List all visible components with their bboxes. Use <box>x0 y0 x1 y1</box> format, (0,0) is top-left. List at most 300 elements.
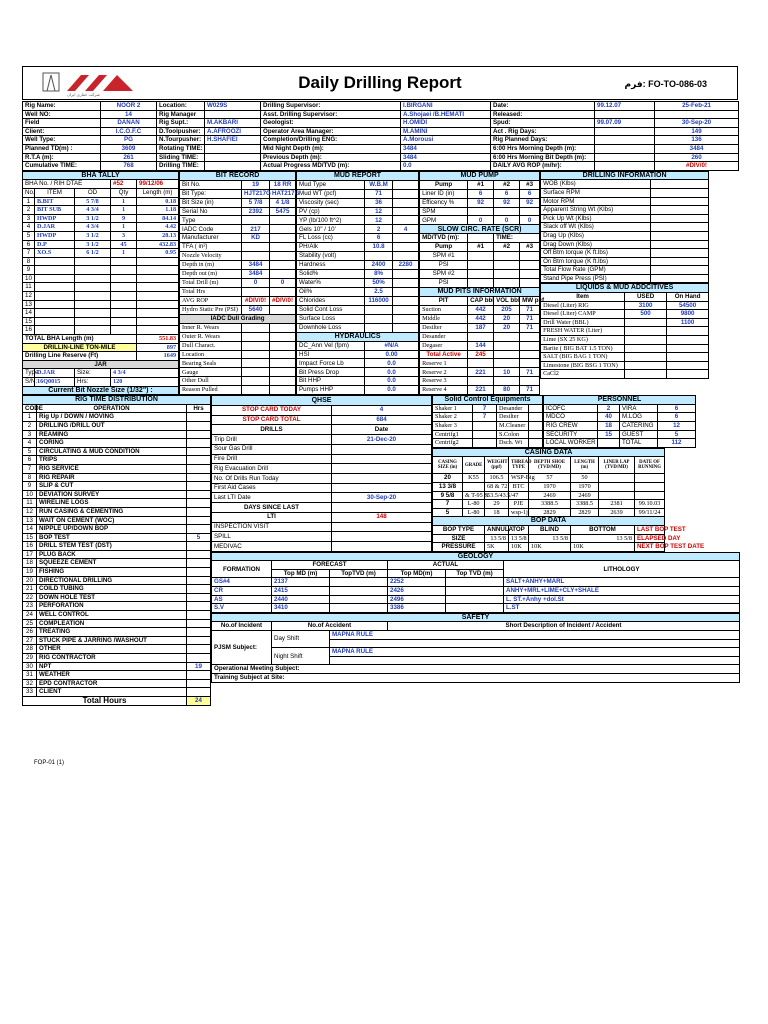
personnel-row <box>544 430 696 439</box>
cell: 13 5/8 <box>485 534 509 543</box>
info-value: W029S <box>205 102 261 111</box>
pump-row <box>420 207 540 216</box>
info-value: 14 <box>101 110 157 119</box>
cell: 0 <box>270 279 296 288</box>
rig-time-row <box>23 533 211 542</box>
qhse-row <box>212 483 432 493</box>
cell: 897 <box>137 343 179 352</box>
bit-row <box>180 207 296 216</box>
cell <box>75 283 111 292</box>
cell: SPM #1 <box>420 252 468 261</box>
liquid-row <box>541 361 709 370</box>
cell: ICOFC <box>544 404 598 413</box>
table-row <box>420 243 540 252</box>
cell: TOTAL BHA Length (m) <box>23 335 137 344</box>
cell: TIME: <box>494 234 540 243</box>
cell <box>187 585 211 594</box>
cell <box>187 430 211 439</box>
cell <box>365 314 393 323</box>
section-header: MUD PITS INFORMATION <box>420 287 540 296</box>
table-row <box>297 171 419 180</box>
rig-time-row <box>23 430 211 439</box>
cell: PLUG BACK <box>37 550 187 559</box>
cell: XO.S <box>35 249 75 258</box>
cell: DRILLING /DRILL OUT <box>37 421 187 430</box>
qhse-row <box>212 415 432 425</box>
info-value <box>595 136 655 145</box>
cell <box>75 274 111 283</box>
table-row <box>297 332 419 341</box>
drill-row <box>541 188 709 197</box>
cell: 6 <box>520 189 540 198</box>
personnel-table <box>543 395 696 448</box>
cell: 217 <box>242 225 270 234</box>
cell: 2829 <box>571 508 599 517</box>
cell: HJT217G <box>242 189 270 198</box>
info-value: 30-Sep-20 <box>655 119 739 128</box>
cell <box>187 602 211 611</box>
cell <box>468 207 494 216</box>
cell <box>187 619 211 628</box>
info-label: 6:00 Hrs Morning Depth (m): <box>491 144 595 153</box>
cell: 36 <box>365 198 393 207</box>
cell: 2426 <box>388 587 446 596</box>
cell <box>332 454 432 464</box>
cell <box>330 604 388 613</box>
cell: #N/A <box>365 341 419 350</box>
cell: 2829 <box>529 508 571 517</box>
cell: SQUEEZE CEMENT <box>37 559 187 568</box>
qhse-row <box>212 464 432 474</box>
cell: On Hand <box>667 293 709 302</box>
cell: 9 5/8 <box>433 491 463 500</box>
section-header: BOP DATA <box>433 517 665 526</box>
cell: FRESH WATER (Liter) <box>541 327 625 336</box>
cell: On Btm torque (K ft.lbs) <box>541 257 651 266</box>
cell: Trip Drill <box>212 435 332 445</box>
cell: Manufacturer <box>180 234 242 243</box>
bit-row <box>180 323 296 332</box>
rig-time-row <box>23 611 211 620</box>
cell: 24 <box>187 696 211 705</box>
cell: 54500 <box>667 301 709 310</box>
mud-row <box>297 261 419 270</box>
cell <box>270 359 296 368</box>
cell: 13 5/8 <box>571 534 635 543</box>
bit-record-table <box>179 171 300 395</box>
info-value: 768 <box>101 162 157 171</box>
liquid-row <box>541 301 709 310</box>
personnel-casing-column <box>432 395 705 552</box>
cell: 16Q0015 <box>35 378 75 387</box>
section-header: QHSE <box>212 396 432 406</box>
pit-row <box>420 305 540 314</box>
cell: 2469 <box>571 491 599 500</box>
cell: SALT (BIG BAG 1 TON) <box>541 353 625 362</box>
cell: Oil% <box>297 287 365 296</box>
casing-row <box>433 482 665 491</box>
cell: 13 5/8 <box>529 534 571 543</box>
cell <box>270 287 296 296</box>
qhse-row <box>212 541 432 551</box>
cell: Bit HHP <box>297 377 365 386</box>
info-value: 149 <box>655 127 739 136</box>
column-header: No. <box>23 188 35 197</box>
cell <box>187 447 211 456</box>
cell: Type <box>180 216 242 225</box>
info-value: M.AMINI <box>401 127 491 136</box>
cell: S.Colon <box>497 430 529 439</box>
cell: FORECAST <box>272 561 388 570</box>
mud-report-table <box>296 171 419 395</box>
rig-time-row <box>23 559 211 568</box>
cell: #DIV/0! <box>270 296 296 305</box>
cell: 7 <box>433 500 463 509</box>
personnel-row <box>544 404 696 413</box>
table-row <box>433 448 665 457</box>
page-title: Daily Drilling Report <box>298 73 462 92</box>
info-label: Rotating TIME: <box>157 144 205 153</box>
cell <box>137 300 179 309</box>
cell: Barite ( BIG BAT 1.5 TON) <box>541 344 625 353</box>
bit-row <box>180 350 296 359</box>
cell <box>446 604 504 613</box>
cell: #DIV/0! <box>242 296 270 305</box>
cell: 92 <box>520 198 540 207</box>
cell: Diesel (Liter) CAMP <box>541 310 625 319</box>
info-value: DANAN <box>101 119 157 128</box>
cell: IADC Code <box>180 225 242 234</box>
cell: WAIT ON CEMENT (WOC) <box>37 516 187 525</box>
cell <box>330 639 740 648</box>
cell <box>473 421 497 430</box>
info-value: #DIV/0! <box>655 162 739 171</box>
cell <box>393 305 419 314</box>
info-label: Mid Night Depth (m): <box>261 144 401 153</box>
cell: M.LOG <box>620 413 658 422</box>
cell: 16 <box>23 542 37 551</box>
cell: Gauge <box>180 368 242 377</box>
cell <box>137 266 179 275</box>
cell: 2280 <box>393 261 419 270</box>
cell: B.BIT <box>35 197 75 206</box>
cell: 2 <box>23 206 35 215</box>
pit-row <box>420 368 540 377</box>
info-value <box>655 110 739 119</box>
qhse-row <box>212 503 432 513</box>
cell: Reason Pulled <box>180 386 242 395</box>
table-row <box>212 631 740 640</box>
cell <box>393 216 419 225</box>
cell: WEIGHT (ppf) <box>485 457 509 474</box>
cell: 71 <box>520 305 540 314</box>
cell: 500 <box>625 310 667 319</box>
cell: 30-Sep-20 <box>332 493 432 503</box>
table-row <box>23 335 179 344</box>
cell <box>137 257 179 266</box>
info-label: 6:00 Hrs Morning Bit Depth (m): <box>491 153 595 162</box>
mud-row <box>297 270 419 279</box>
cell: K55 <box>463 474 485 483</box>
bit-row <box>180 180 296 189</box>
cell <box>494 341 520 350</box>
info-value <box>205 110 261 119</box>
info-label: Rig Manager <box>157 110 205 119</box>
cell: MAPNA RULE <box>330 631 740 640</box>
cell <box>187 636 211 645</box>
bit-row <box>180 305 296 314</box>
cell: STOP CARD TOTAL <box>212 415 332 425</box>
cell <box>446 587 504 596</box>
cell <box>187 568 211 577</box>
cell <box>332 522 432 532</box>
cell: 16 <box>23 326 35 335</box>
cell: Date <box>332 425 432 435</box>
geology-row <box>212 587 740 596</box>
cell: SECURITY <box>544 430 598 439</box>
info-value <box>595 110 655 119</box>
table-row <box>23 369 179 378</box>
info-value: M.AKBARI <box>205 119 261 128</box>
cell: 20 <box>494 323 520 332</box>
cell: RIG CREW <box>544 421 598 430</box>
cell: 3484 <box>242 261 270 270</box>
bha-row <box>23 249 179 258</box>
bha-no-label: BHA No. / RIH DTAE <box>23 180 111 189</box>
cell: D.JAR <box>35 369 75 378</box>
cell <box>651 206 709 215</box>
operations-block <box>22 395 738 705</box>
cell: BTC <box>509 482 529 491</box>
cell: 40 <box>598 413 620 422</box>
mud-row <box>297 279 419 288</box>
cell: 8% <box>365 270 393 279</box>
hydraulics-row <box>297 377 419 386</box>
rig-time-table <box>22 395 211 705</box>
info-value: 136 <box>655 136 739 145</box>
cell <box>111 292 137 301</box>
cell: NEXT BOP TEST DATE <box>635 543 665 552</box>
cell: Item <box>541 293 625 302</box>
cell: Other Dull <box>180 377 242 386</box>
cell <box>463 482 485 491</box>
cell: 31 <box>23 671 37 680</box>
mud-row <box>297 243 419 252</box>
cell <box>187 671 211 680</box>
right-column <box>211 395 740 705</box>
mud-pump-table <box>419 171 545 395</box>
cell: Drill Water (BBL) <box>541 318 625 327</box>
cell: Nozzle Velocity <box>180 252 242 261</box>
solid-row <box>433 404 543 413</box>
cell <box>270 270 296 279</box>
bit-row <box>180 216 296 225</box>
cell: AS <box>212 595 272 604</box>
cell: 29 <box>485 500 509 509</box>
report-header <box>22 66 738 100</box>
hydraulics-row <box>297 359 419 368</box>
bit-row <box>180 332 296 341</box>
cell: Reserve 2 <box>420 368 468 377</box>
cell: Dull Charact. <box>180 341 242 350</box>
table-row <box>23 360 179 369</box>
cell: AVG ROP <box>180 296 242 305</box>
column-header: Hrs <box>187 404 211 413</box>
info-label: Field <box>23 119 101 128</box>
cell: 5 <box>433 508 463 517</box>
cell: Pump <box>420 243 468 252</box>
cell <box>651 266 709 275</box>
cell: THREAD TYPE <box>509 457 529 474</box>
cell: No.of Accident <box>272 622 388 631</box>
cell <box>35 326 75 335</box>
cell <box>187 654 211 663</box>
hydraulics-row <box>297 386 419 395</box>
cell: Mud WT (pcf) <box>297 189 365 198</box>
table-row <box>180 171 296 180</box>
cell: Bit Press Drop <box>297 368 365 377</box>
report-body <box>22 101 738 706</box>
table-row <box>23 396 211 405</box>
cell: 71 <box>365 189 393 198</box>
drill-row <box>541 197 709 206</box>
info-value <box>595 153 655 162</box>
column-header: #2 <box>494 180 520 189</box>
cell: Bearing Seals <box>180 359 242 368</box>
solid-control-table <box>432 395 543 448</box>
cell <box>75 266 111 275</box>
cell: Type <box>23 369 35 378</box>
cell: Rig Evacuation Drill <box>212 464 332 474</box>
bha-row <box>23 309 179 318</box>
table-row <box>420 287 540 296</box>
cell: 0.18 <box>137 197 179 206</box>
cell: 14 <box>23 309 35 318</box>
column-header: #1 <box>468 180 494 189</box>
cell: 45 <box>111 240 137 249</box>
cell: Middle <box>420 314 468 323</box>
cell: 12 <box>23 292 35 301</box>
cell: 27 <box>23 636 37 645</box>
cell: LENGTH (m) <box>571 457 599 474</box>
table-row <box>23 180 179 189</box>
cell: 2392 <box>242 207 270 216</box>
info-label: Geologist: <box>261 119 401 128</box>
cell: DRILL STEM TEST (DST) <box>37 542 187 551</box>
cell: Size: <box>75 369 111 378</box>
table-row <box>420 296 540 305</box>
scr-row <box>420 279 540 288</box>
cell: 4 <box>23 439 37 448</box>
section-header: BHA TALLY <box>23 171 179 180</box>
cell: WEATHER <box>37 671 187 680</box>
info-value <box>205 153 261 162</box>
cell: SLIP & CUT <box>37 482 187 491</box>
cell: 148 <box>332 512 432 522</box>
technical-block <box>22 171 738 395</box>
cell: 1970 <box>571 482 599 491</box>
cell: 9800 <box>667 310 709 319</box>
cell <box>667 370 709 379</box>
cell: Gels 10" / 10' <box>297 225 365 234</box>
form-number: فرم: FO-TO-086-03 <box>624 79 707 89</box>
cell: LINER LAP (TVD/MD) <box>599 457 635 474</box>
cell <box>137 326 179 335</box>
cell <box>529 430 543 439</box>
cell: 12 <box>365 216 393 225</box>
cell: L-80 <box>463 500 485 509</box>
section-header: SLOW CIRC. RATE (SCR) <box>420 225 540 234</box>
cell <box>494 270 520 279</box>
cell: 442 <box>468 314 494 323</box>
cell: 32 <box>23 679 37 688</box>
cell <box>242 368 270 377</box>
table-row <box>541 293 709 302</box>
cell <box>332 532 432 542</box>
qhse-row <box>212 405 432 415</box>
cell: 13 5/8 <box>509 534 529 543</box>
cell: No.of Incident <box>212 622 272 631</box>
cell <box>393 198 419 207</box>
cell <box>75 326 111 335</box>
well-info-row <box>23 119 739 128</box>
bha-row <box>23 206 179 215</box>
cell: GRADE <box>463 457 485 474</box>
cell <box>270 377 296 386</box>
info-value: 0.0 <box>401 162 491 171</box>
cell <box>625 370 667 379</box>
cell <box>35 292 75 301</box>
cell <box>242 386 270 395</box>
mud-row <box>297 225 419 234</box>
cell: DRILLIN-LINE TON-MILE <box>23 343 137 352</box>
cell: Solid% <box>297 270 365 279</box>
cell: 0.00 <box>365 350 419 359</box>
section-header: GEOLOGY <box>212 552 740 561</box>
cell: 3484 <box>242 270 270 279</box>
cell: Liner ID (in) <box>420 189 468 198</box>
cell: PSI <box>420 261 468 270</box>
cell: 6 1/2 <box>75 249 111 258</box>
cell: ANNULA <box>485 525 509 534</box>
cell: W.B.M <box>365 180 393 189</box>
cell: Short Description of Incident / Accident <box>388 622 740 631</box>
mud-row <box>297 323 419 332</box>
info-label: Location: <box>157 102 205 111</box>
cell: Training Subject at Site: <box>212 674 740 683</box>
cell <box>35 309 75 318</box>
cell: Downhole Loss <box>297 323 365 332</box>
cell: 106.5 <box>485 474 509 483</box>
cell: Bit Size (in) <box>180 198 242 207</box>
cell <box>332 483 432 493</box>
cell: ELAPSED DAY <box>635 534 665 543</box>
liquid-row <box>541 344 709 353</box>
cell: 0 <box>494 216 520 225</box>
table-row <box>433 457 665 474</box>
drill-row <box>541 240 709 249</box>
cell: GUEST <box>620 430 658 439</box>
cell: 0.95 <box>137 249 179 258</box>
casing-row <box>433 508 665 517</box>
cell: 10 <box>23 274 35 283</box>
cell <box>393 207 419 216</box>
bha-no: #52 <box>111 180 137 189</box>
cell: L. ST.+Anhy +dol.St <box>504 595 740 604</box>
cell <box>635 482 665 491</box>
rig-time-row <box>23 525 211 534</box>
drill-row <box>541 274 709 283</box>
